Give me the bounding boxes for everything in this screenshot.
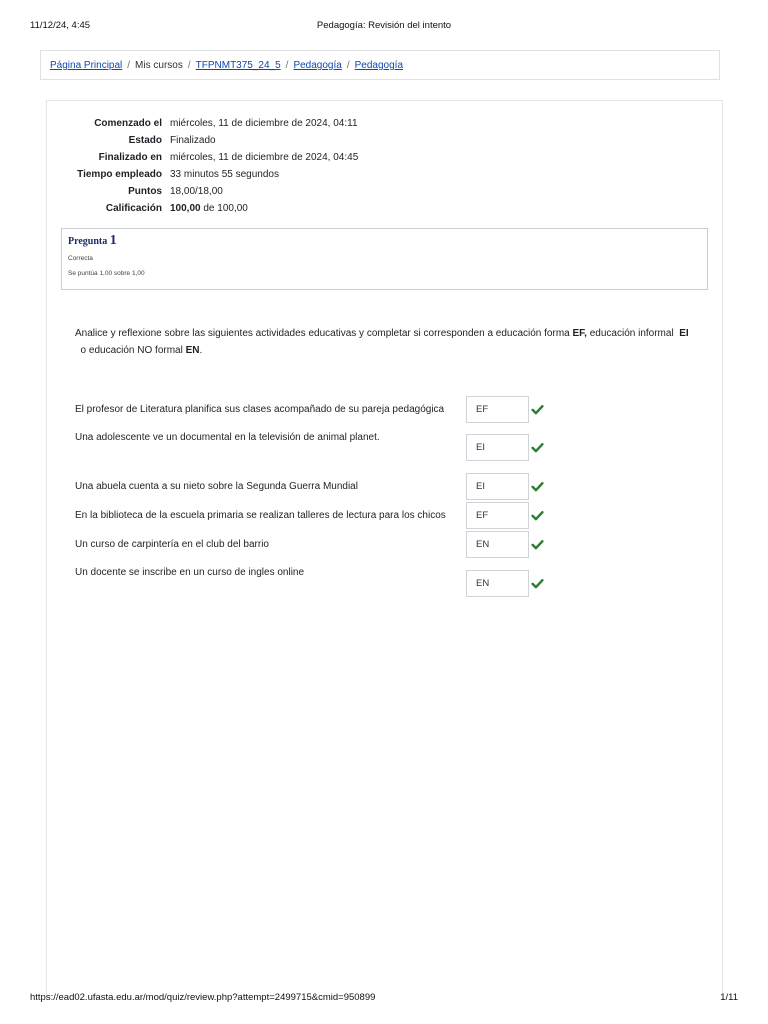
answer-row-text: Una abuela cuenta a su nieto sobre la Segunda Guerra Mundial <box>75 481 358 492</box>
question-text-part: Analice y reflexione sobre las siguientes actividades educativas y completar si corresponden a educación forma <box>75 328 573 339</box>
breadcrumb-my-courses: Mis cursos <box>135 60 183 71</box>
page-number: 1/11 <box>720 992 738 1003</box>
summary-label: Calificación <box>105 203 162 215</box>
summary-value: Finalizado <box>170 135 216 147</box>
summary-row-grade <box>52 202 472 219</box>
code-ef: EF, <box>572 328 587 339</box>
answer-select[interactable]: EN <box>466 570 529 597</box>
question-info-box <box>61 228 708 290</box>
answer-select[interactable]: EF <box>466 396 529 423</box>
check-icon <box>531 403 544 416</box>
answer-select[interactable]: EN <box>466 531 529 558</box>
answer-row-text: En la biblioteca de la escuela primaria se realizan talleres de lectura para los chicos <box>75 510 446 521</box>
summary-label: Tiempo empleado <box>77 169 162 181</box>
code-ei: EI <box>679 328 689 339</box>
print-header <box>0 0 768 30</box>
answer-row-text: El profesor de Literatura planifica sus clases acompañado de su pareja pedagógica <box>75 404 445 415</box>
summary-value: 18,00/18,00 <box>170 186 223 198</box>
answer-row-text: Una adolescente ve un documental en la televisión de animal planet. <box>75 432 380 443</box>
summary-label: Comenzado el <box>94 118 162 129</box>
summary-row-time <box>52 168 472 185</box>
grade-score: 100,00 <box>170 203 201 215</box>
question-number <box>68 233 701 249</box>
question-text-part: . <box>199 345 203 356</box>
summary-value: miércoles, 11 de diciembre de 2024, 04:11 <box>170 118 358 129</box>
summary-label: Finalizado en <box>98 152 162 164</box>
breadcrumb-separator: / <box>285 60 289 71</box>
breadcrumb-separator: / <box>346 60 350 71</box>
breadcrumb-home-link[interactable]: Página Principal <box>50 60 123 71</box>
breadcrumb-activity-link[interactable]: Pedagogía <box>354 60 404 71</box>
check-icon <box>531 577 544 590</box>
question-grade: Se puntúa 1,00 sobre 1,00 <box>68 270 145 277</box>
answer-row-text: Un curso de carpintería en el club del barrio <box>75 539 269 550</box>
breadcrumb-course-link[interactable]: TFPNMT375_24_5 <box>195 60 281 71</box>
answer-select[interactable]: EI <box>466 434 529 461</box>
answer-select[interactable]: EI <box>466 473 529 500</box>
answer-row-text: Un docente se inscribe en un curso de ingles online <box>75 567 305 578</box>
summary-row-state <box>52 134 472 151</box>
question-label: Pregunta <box>68 236 108 247</box>
attempt-summary-table <box>52 117 472 220</box>
summary-value <box>170 202 472 219</box>
summary-row-points <box>52 185 472 202</box>
summary-label: Puntos <box>128 186 162 198</box>
summary-label: Estado <box>128 135 162 147</box>
print-title: Pedagogía: Revisión del intento <box>316 20 452 31</box>
breadcrumb-section-link[interactable]: Pedagogía <box>293 60 342 71</box>
print-date: 11/12/24, 4:45 <box>30 20 91 31</box>
code-en: EN <box>185 345 200 356</box>
summary-row-finished <box>52 151 472 168</box>
question-state: Correcta <box>68 255 93 262</box>
question-text-part: educación informal <box>586 328 680 339</box>
breadcrumb <box>40 50 720 80</box>
question-text <box>75 325 695 359</box>
check-icon <box>531 509 544 522</box>
breadcrumb-separator: / <box>127 60 131 71</box>
summary-value: 33 minutos 55 segundos <box>170 169 279 181</box>
grade-total: de 100,00 <box>200 203 248 215</box>
check-icon <box>531 480 544 493</box>
page-url: https://ead02.ufasta.edu.ar/mod/quiz/review.php?attempt=2499715&cmid=950899 <box>30 992 376 1003</box>
question-number-value: 1 <box>109 233 117 248</box>
check-icon <box>531 538 544 551</box>
breadcrumb-separator: / <box>187 60 191 71</box>
summary-value: miércoles, 11 de diciembre de 2024, 04:45 <box>170 152 359 164</box>
check-icon <box>531 441 544 454</box>
answer-select[interactable]: EF <box>466 502 529 529</box>
question-text-part: o educación NO formal <box>75 345 186 356</box>
print-footer <box>0 992 768 1012</box>
summary-row-started <box>52 117 472 134</box>
